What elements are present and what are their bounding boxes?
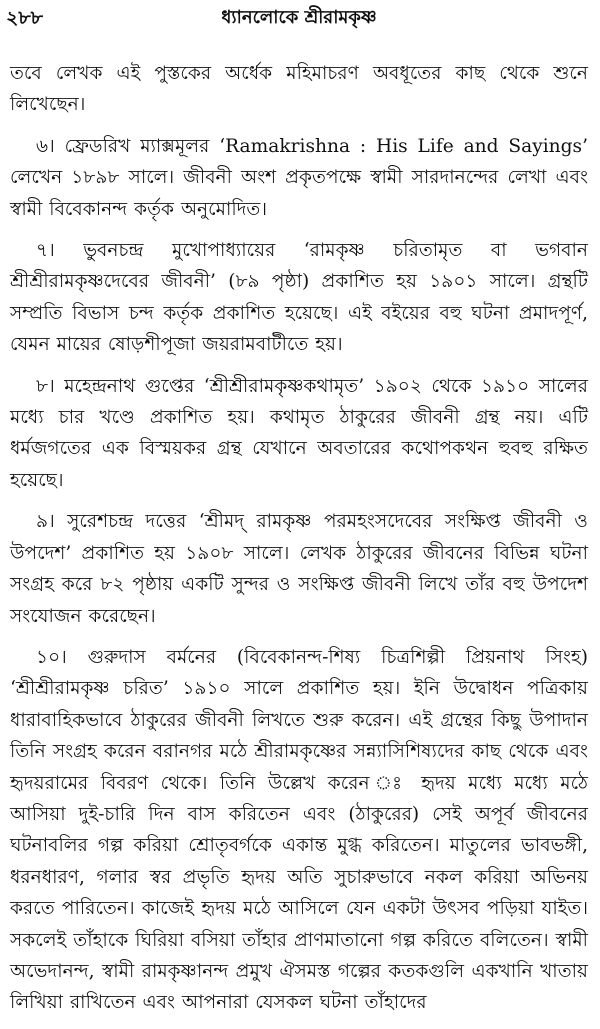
paragraph-item-10: ১০। গুরুদাস বর্মনের (বিবেকানন্দ-শিষ্য চিত্রশিল্পী প্রিয়নাথ সিংহ) ‘শ্রীশ্রীরামকৃষ্ণ চরিত’ ১৯১০ সালে প্রকাশিত হয়। ইনি উদ্বোধন পত্রিকায় ধারাবাহিকভাবে ঠাকুরের জীবনী লিখতে শুরু করেন। এই গ্রন্থের কিছু উপাদান তিনি সংগ্রহ করেন বরানগর মঠে শ্রীরামকৃষ্ণের সন্ন্যাসিশিষ্যদের কাছ থেকে এবং হৃদয়রামের বিবরণ থেকে। তিনি উল্লেখ করেন ঃ হৃদয় মধ্যে মধ্যে মঠে আসিয়া দুই-চারি দিন বাস করিতেন এবং (ঠাকুরের) সেই অপূর্ব জীবনের ঘটনাবলির গল্প করিয়া শ্রোতৃবর্গকে একান্ত মুগ্ধ করিতেন। মাতুলের ভাবভঙ্গী, ধরনধারণ, গলার স্বর প্রভৃতি হৃদয় অতি সুচারুভাবে নকল করিয়া অভিনয় করতে পারিতেন। কাজেই হৃদয় মঠে আসিলে যেন একটা উৎসব পড়িয়া যাইত। সকলেই তাঁহাকে ঘিরিয়া বসিয়া তাঁহার প্রাণমাতানো গল্প করিতে বলিতেন। স্বামী অভেদানন্দ, স্বামী রামকৃষ্ণানন্দ প্রমুখ ঐসমস্ত গল্পের কতকগুলি একখানি খাতায় লিখিয়া রাখিতেন এবং আপনারা যেসকল ঘটনা তাঁহাদের bbox=[10, 646, 588, 1014]
paragraph-item-6: ৬। ফ্রেডরিখ ম্যাক্সমূলর ‘Ramakrishna : His Life and Sayings’ লেখেন ১৮৯৮ সালে। জীবনী অংশ প্রকৃতপক্ষে স্বামী সারদানন্দের লেখা এবং স্বামী বিবেকানন্দ কর্তৃক অনুমোদিত। bbox=[10, 135, 588, 220]
paragraph-item-8: ৮। মহেন্দ্রনাথ গুপ্তের ‘শ্রীশ্রীরামকৃষ্ণকথামৃত’ ১৯০২ থেকে ১৯১০ সালের মধ্যে চার খণ্ডে প্রকাশিত হয়। কথামৃত ঠাকুরের জীবনী গ্রন্থ নয়। এটি ধর্মজগতের এক বিস্ময়কর গ্রন্থ যেখানে অবতারের কথোপকথন হুবহু রক্ষিত হয়েছে। bbox=[10, 375, 588, 491]
page-body bbox=[10, 58, 588, 1029]
paragraph-continuation: তবে লেখক এই পুস্তকের অর্ধেক মহিমাচরণ অবধূতের কাছ থেকে শুনে লিখেছেন। bbox=[10, 63, 588, 116]
page-number: ২৮৮ bbox=[6, 7, 44, 29]
paragraph-item-9: ৯। সুরেশচন্দ্র দত্তের ‘শ্রীমদ্ রামকৃষ্ণ পরমহংসদেবের সংক্ষিপ্ত জীবনী ও উপদেশ’ প্রকাশিত হয় ১৯০৮ সালে। লেখক ঠাকুরের জীবনের বিভিন্ন ঘটনা সংগ্রহ করে ৮২ পৃষ্ঠায় একটি সুন্দর ও সংক্ষিপ্ত জীবনী লিখে তাঁর বহু উপদেশ সংযোজন করেছেন। bbox=[10, 511, 588, 627]
running-title: ধ্যানলোকে শ্রীরামকৃষ্ণ bbox=[221, 7, 377, 28]
paragraph-item-7: ৭। ভুবনচন্দ্র মুখোপাধ্যায়ের ‘রামকৃষ্ণ চরিতামৃত বা ভগবান শ্রীশ্রীরামকৃষ্ণদেবের জীবনী’ (৮৯ পৃষ্ঠা) প্রকাশিত হয় ১৯০১ সালে। গ্রন্থটি সম্প্রতি বিভাস চন্দ কর্তৃক প্রকাশিত হয়েছে। এই বইয়ের বহু ঘটনা প্রমাদপূর্ণ, যেমন মায়ের ষোড়শীপূজা জয়রামবাটীতে হয়। bbox=[10, 240, 588, 356]
page-header bbox=[6, 6, 592, 40]
